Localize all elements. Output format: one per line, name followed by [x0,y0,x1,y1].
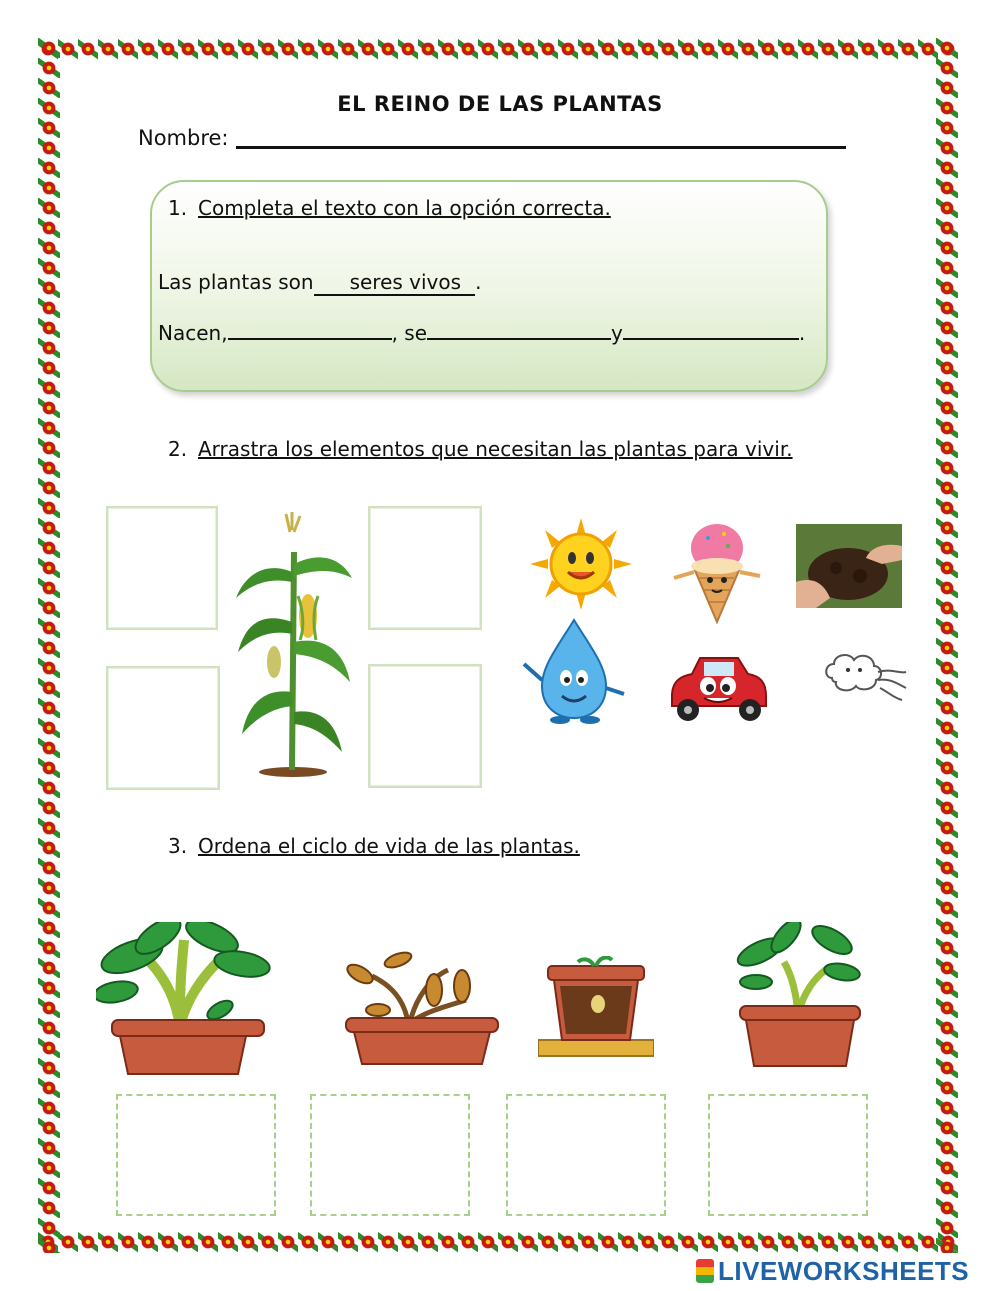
wind-icon[interactable] [820,648,910,706]
water-drop-icon[interactable] [516,614,634,724]
name-input-line[interactable] [236,146,846,149]
order-box-3[interactable] [506,1094,666,1216]
question-3-heading [168,834,580,858]
question-1-heading [168,196,611,220]
page-title: EL REINO DE LAS PLANTAS [337,92,663,116]
order-box-4[interactable] [708,1094,868,1216]
order-box-1[interactable] [116,1094,276,1216]
sentence-2 [158,318,805,345]
sentence-2-mid2: y [611,321,623,345]
flower-border-top [38,38,958,60]
name-label: Nombre: [138,126,229,150]
soil-icon[interactable] [796,524,902,608]
question-1-number: 1. [168,196,188,220]
liveworksheets-logo[interactable] [696,1256,969,1287]
seed-pot-icon [538,956,654,1060]
question-2-number: 2. [168,437,188,461]
sentence-2-prefix: Nacen, [158,321,228,345]
sentence-1-suffix: . [475,270,482,294]
flower-border-left [38,38,60,1253]
drop-zone-1[interactable] [106,506,218,630]
adult-plant-icon [96,922,272,1078]
question-3-text: Ordena el ciclo de vida de las plantas. [198,834,580,858]
drop-zone-3[interactable] [106,666,220,790]
corn-plant-icon [228,512,358,780]
order-box-2[interactable] [310,1094,470,1216]
question-3-number: 3. [168,834,188,858]
ice-cream-icon[interactable] [668,518,766,624]
sentence-2-mid1: , se [391,321,428,345]
flower-border-right [936,38,958,1253]
flower-border-bottom [38,1231,958,1253]
drop-zone-4[interactable] [368,664,482,788]
car-icon[interactable] [664,650,770,724]
liveworksheets-logo-text: LIVEWORKSHEETS [718,1256,970,1286]
sentence-1 [158,270,481,296]
young-plant-icon [734,922,864,1070]
answer-field-y[interactable] [623,318,799,340]
sentence-1-prefix: Las plantas son [158,270,314,294]
question-2-text: Arrastra los elementos que necesitan las plantas para vivir. [198,437,793,461]
liveworksheets-badge-icon [696,1259,714,1283]
answer-field-seres-vivos[interactable]: seres vivos [314,270,475,296]
question-2-heading [168,437,793,461]
withered-plant-icon [338,950,502,1068]
answer-field-nacen[interactable] [228,318,392,340]
drop-zone-2[interactable] [368,506,482,630]
sentence-2-suffix: . [798,321,806,345]
answer-field-se[interactable] [427,318,611,340]
question-1-text: Completa el texto con la opción correcta. [198,196,611,220]
sun-icon[interactable] [530,518,632,610]
